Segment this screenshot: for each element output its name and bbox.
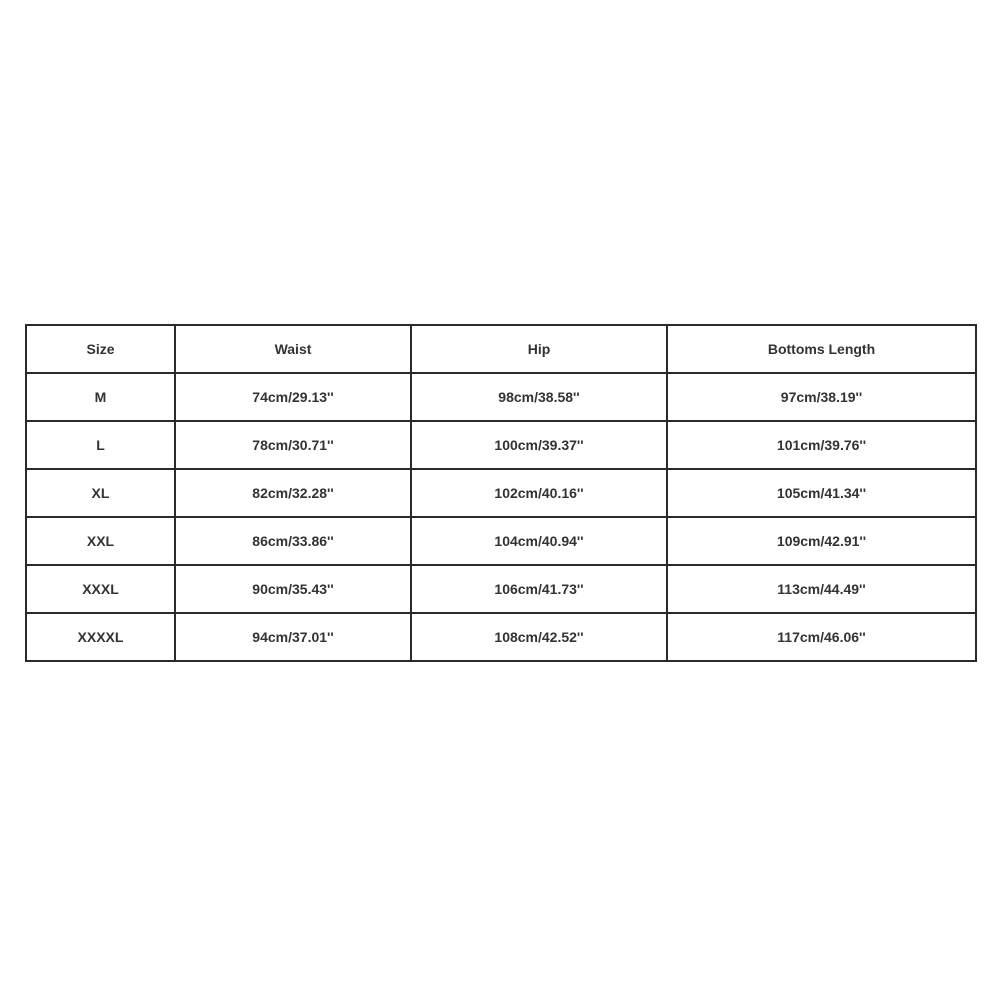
waist-cell: 82cm/32.28'' xyxy=(175,469,411,517)
size-cell: XXXXL xyxy=(26,613,175,661)
hip-cell: 108cm/42.52'' xyxy=(411,613,667,661)
size-cell: XL xyxy=(26,469,175,517)
waist-cell: 86cm/33.86'' xyxy=(175,517,411,565)
table-header-row xyxy=(26,325,976,373)
bottoms-length-cell: 117cm/46.06'' xyxy=(667,613,976,661)
table-row xyxy=(26,421,976,469)
bottoms-length-cell: 105cm/41.34'' xyxy=(667,469,976,517)
hip-cell: 98cm/38.58'' xyxy=(411,373,667,421)
header-size: Size xyxy=(26,325,175,373)
size-cell: XXL xyxy=(26,517,175,565)
bottoms-length-cell: 113cm/44.49'' xyxy=(667,565,976,613)
table-row xyxy=(26,373,976,421)
waist-cell: 94cm/37.01'' xyxy=(175,613,411,661)
size-cell: L xyxy=(26,421,175,469)
waist-cell: 78cm/30.71'' xyxy=(175,421,411,469)
hip-cell: 106cm/41.73'' xyxy=(411,565,667,613)
hip-cell: 104cm/40.94'' xyxy=(411,517,667,565)
bottoms-length-cell: 109cm/42.91'' xyxy=(667,517,976,565)
size-cell: XXXL xyxy=(26,565,175,613)
table-row xyxy=(26,469,976,517)
header-hip: Hip xyxy=(411,325,667,373)
bottoms-length-cell: 97cm/38.19'' xyxy=(667,373,976,421)
size-cell: M xyxy=(26,373,175,421)
table-row xyxy=(26,613,976,661)
table-row xyxy=(26,517,976,565)
table-row xyxy=(26,565,976,613)
hip-cell: 102cm/40.16'' xyxy=(411,469,667,517)
waist-cell: 74cm/29.13'' xyxy=(175,373,411,421)
waist-cell: 90cm/35.43'' xyxy=(175,565,411,613)
size-chart-table xyxy=(25,324,977,662)
header-waist: Waist xyxy=(175,325,411,373)
hip-cell: 100cm/39.37'' xyxy=(411,421,667,469)
bottoms-length-cell: 101cm/39.76'' xyxy=(667,421,976,469)
header-bottoms-length: Bottoms Length xyxy=(667,325,976,373)
